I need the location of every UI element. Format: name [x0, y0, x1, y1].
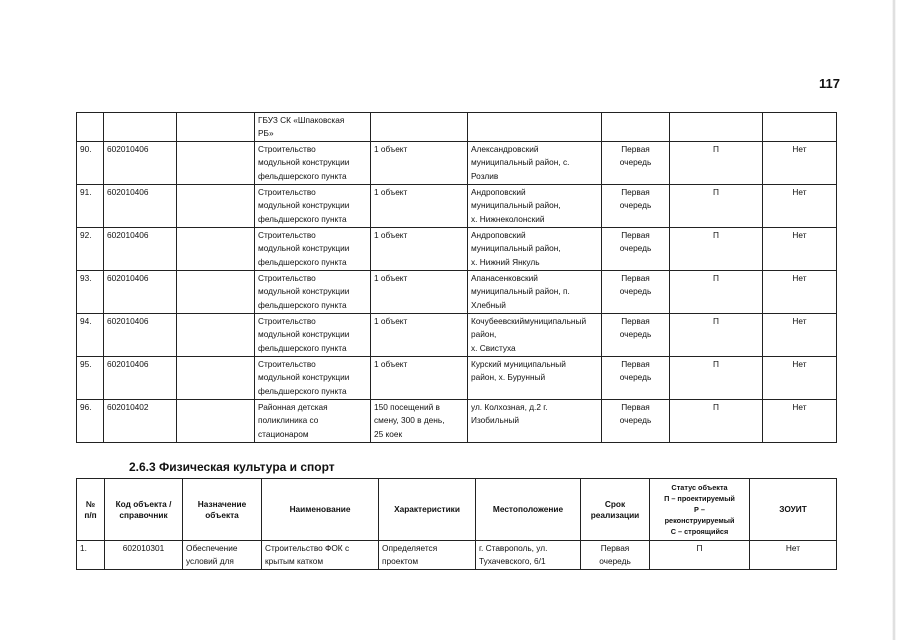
cell-name: Строительство ФОК с крытым катком [262, 541, 379, 570]
cell-characteristics: Определяется проектом [379, 541, 476, 570]
header-zouit: ЗОУИТ [750, 479, 837, 541]
cell-zouit: Нет [763, 357, 837, 400]
cell-name: Районная детская поликлиника со стационаром [255, 400, 371, 443]
cell-characteristics: 1 объект [371, 185, 468, 228]
cell-location: ул. Колхозная, д.2 г. Изобильный [468, 400, 602, 443]
cell-status: П [670, 357, 763, 400]
cell-characteristics: 1 объект [371, 357, 468, 400]
cell-location: Кочубеевскиймуниципальный район, х. Свистуха [468, 314, 602, 357]
cell-purpose: Обеспечение условий для [183, 541, 262, 570]
cell-code: 602010406 [104, 271, 177, 314]
cell-status [670, 113, 763, 142]
cell-zouit: Нет [750, 541, 837, 570]
header-name: Наименование [262, 479, 379, 541]
cell-term: Первая очередь [602, 400, 670, 443]
cell-num: 95. [77, 357, 104, 400]
table-row [77, 142, 837, 185]
cell-location: Апанасенковский муниципальный район, п. Хлебный [468, 271, 602, 314]
cell-purpose [177, 113, 255, 142]
cell-term: Первая очередь [602, 228, 670, 271]
cell-status: П [670, 185, 763, 228]
cell-purpose [177, 314, 255, 357]
cell-location: Курский муниципальный район, х. Бурунный [468, 357, 602, 400]
sports-objects-table [76, 478, 837, 570]
cell-name: Строительство модульной конструкции фельдшерского пункта [255, 357, 371, 400]
header-location: Местоположение [476, 479, 581, 541]
cell-zouit [763, 113, 837, 142]
table-header-row [77, 479, 837, 541]
cell-location: Андроповский муниципальный район, х. Нижнеколонский [468, 185, 602, 228]
cell-status: П [670, 314, 763, 357]
header-characteristics: Характеристики [379, 479, 476, 541]
cell-characteristics: 1 объект [371, 271, 468, 314]
cell-status: П [670, 142, 763, 185]
cell-status: П [670, 400, 763, 443]
cell-code: 602010406 [104, 185, 177, 228]
cell-characteristics: 1 объект [371, 228, 468, 271]
table-row [77, 314, 837, 357]
cell-num: 90. [77, 142, 104, 185]
cell-num: 1. [77, 541, 105, 570]
cell-characteristics [371, 113, 468, 142]
cell-code: 602010301 [105, 541, 183, 570]
cell-status: П [670, 271, 763, 314]
cell-status: П [670, 228, 763, 271]
table-row [77, 113, 837, 142]
cell-code: 602010406 [104, 357, 177, 400]
cell-status: П [650, 541, 750, 570]
cell-location: г. Ставрополь, ул. Тухачевского, 6/1 [476, 541, 581, 570]
cell-term: Первая очередь [602, 185, 670, 228]
cell-zouit: Нет [763, 185, 837, 228]
page-number: 117 [819, 76, 840, 91]
cell-name: ГБУЗ СК «Шпаковская РБ» [255, 113, 371, 142]
header-status: Статус объекта П – проектируемый Р – реконструируемый С – строящийся [650, 479, 750, 541]
cell-term: Первая очередь [602, 142, 670, 185]
cell-name: Строительство модульной конструкции фельдшерского пункта [255, 314, 371, 357]
cell-num: 92. [77, 228, 104, 271]
table-row [77, 185, 837, 228]
cell-name: Строительство модульной конструкции фельдшерского пункта [255, 142, 371, 185]
cell-zouit: Нет [763, 228, 837, 271]
cell-location [468, 113, 602, 142]
header-term: Срок реализации [581, 479, 650, 541]
cell-zouit: Нет [763, 271, 837, 314]
table-row [77, 400, 837, 443]
cell-zouit: Нет [763, 400, 837, 443]
cell-purpose [177, 271, 255, 314]
page-edge-shadow [892, 0, 896, 640]
cell-num: 96. [77, 400, 104, 443]
cell-purpose [177, 400, 255, 443]
cell-term: Первая очередь [581, 541, 650, 570]
cell-code: 602010406 [104, 314, 177, 357]
cell-name: Строительство модульной конструкции фельдшерского пункта [255, 271, 371, 314]
cell-location: Андроповский муниципальный район, х. Нижний Янкуль [468, 228, 602, 271]
cell-zouit: Нет [763, 142, 837, 185]
cell-purpose [177, 142, 255, 185]
cell-purpose [177, 185, 255, 228]
header-num: № п/п [77, 479, 105, 541]
cell-name: Строительство модульной конструкции фельдшерского пункта [255, 185, 371, 228]
cell-location: Александровский муниципальный район, с. Розлив [468, 142, 602, 185]
header-purpose: Назначение объекта [183, 479, 262, 541]
table-row [77, 271, 837, 314]
cell-characteristics: 1 объект [371, 142, 468, 185]
table-row [77, 228, 837, 271]
table-row [77, 357, 837, 400]
cell-num: 91. [77, 185, 104, 228]
cell-purpose [177, 228, 255, 271]
objects-table-continued [76, 112, 837, 443]
cell-term [602, 113, 670, 142]
cell-num [77, 113, 104, 142]
cell-purpose [177, 357, 255, 400]
table-row [77, 541, 837, 570]
cell-term: Первая очередь [602, 357, 670, 400]
section-heading: 2.6.3 Физическая культура и спорт [129, 460, 335, 474]
cell-code: 602010406 [104, 228, 177, 271]
cell-term: Первая очередь [602, 314, 670, 357]
cell-num: 94. [77, 314, 104, 357]
cell-code: 602010406 [104, 142, 177, 185]
header-code: Код объекта / справочник [105, 479, 183, 541]
cell-num: 93. [77, 271, 104, 314]
cell-characteristics: 150 посещений в смену, 300 в день, 25 коек [371, 400, 468, 443]
cell-zouit: Нет [763, 314, 837, 357]
cell-name: Строительство модульной конструкции фельдшерского пункта [255, 228, 371, 271]
cell-code: 602010402 [104, 400, 177, 443]
cell-code [104, 113, 177, 142]
cell-characteristics: 1 объект [371, 314, 468, 357]
cell-term: Первая очередь [602, 271, 670, 314]
